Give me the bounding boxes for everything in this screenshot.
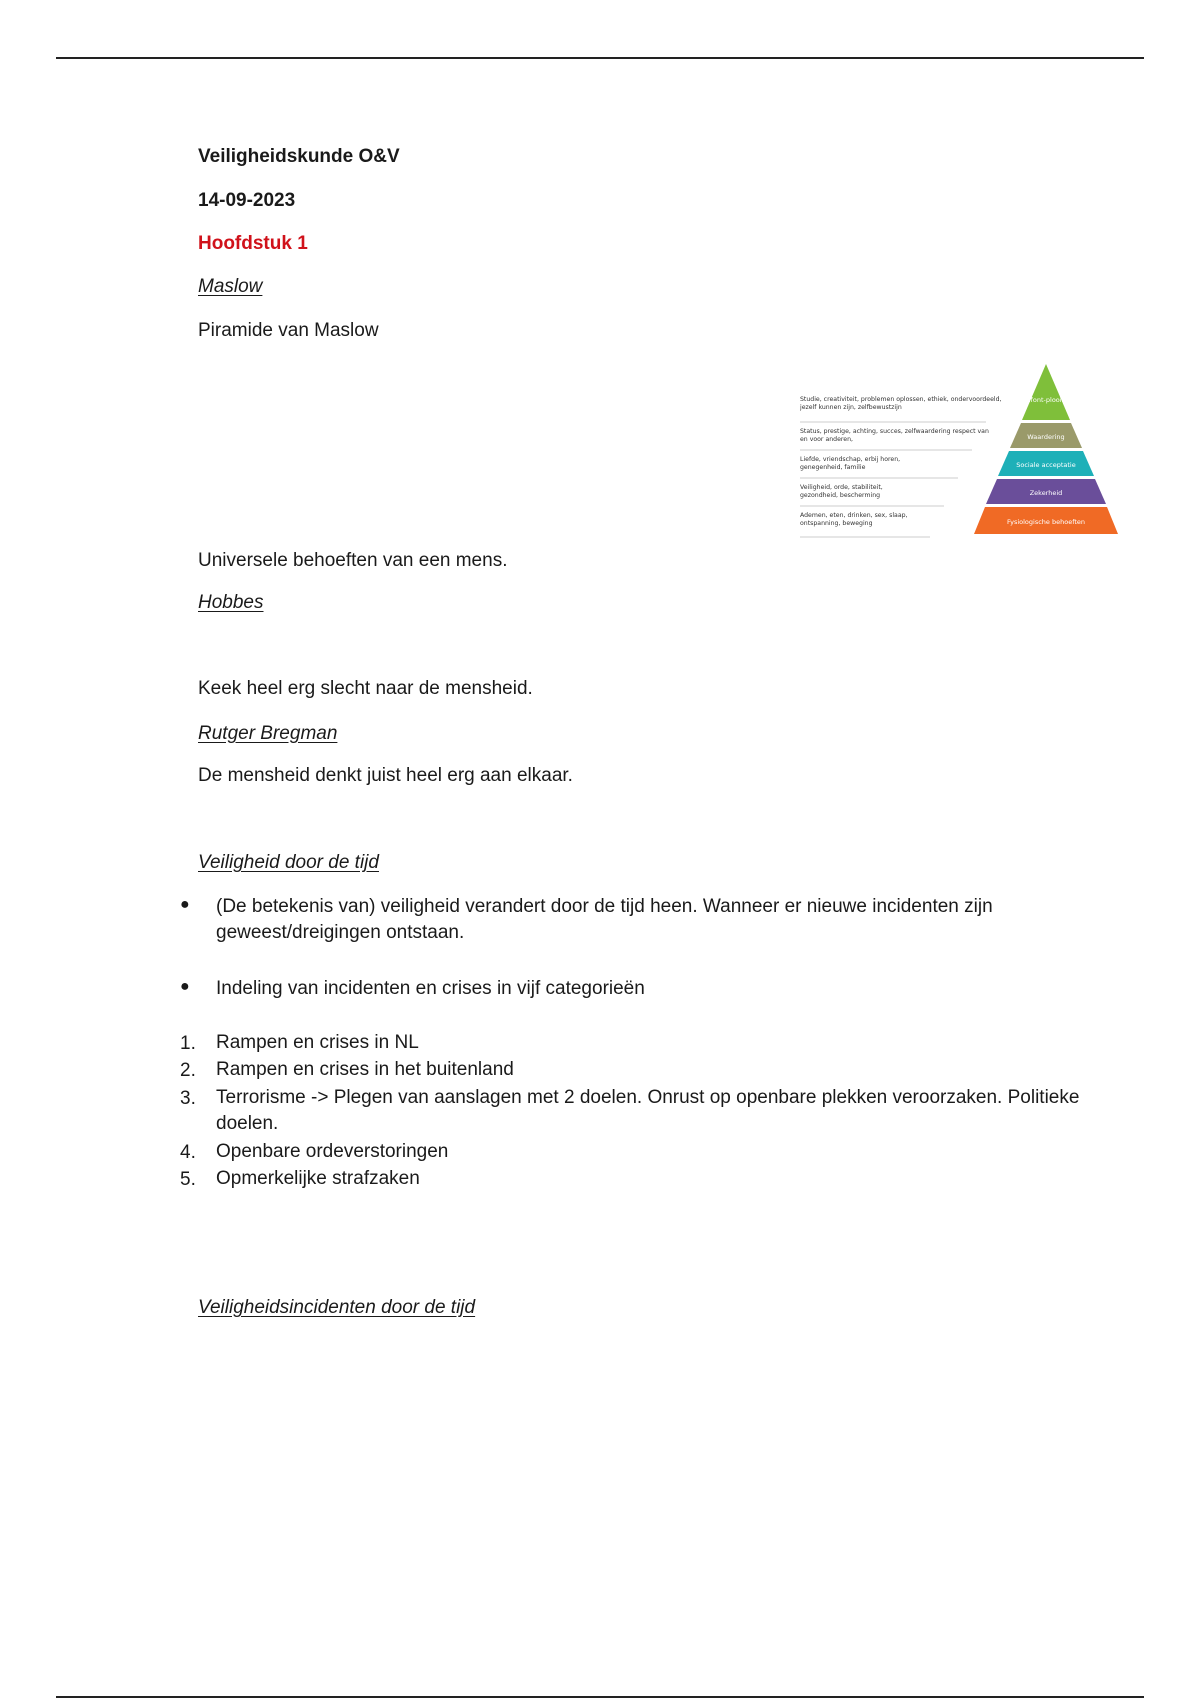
list-item: Openbare ordeverstoringen	[216, 1141, 449, 1162]
chapter-title: Hoofdstuk 1	[198, 233, 308, 254]
heading-safety-over-time: Veiligheid door de tijd	[198, 852, 379, 873]
footer-rule	[56, 1696, 1144, 1698]
course-title: Veiligheidskunde O&V	[198, 146, 400, 167]
maslow-intro: Piramide van Maslow	[198, 320, 379, 341]
heading-maslow: Maslow	[198, 276, 263, 297]
list-number: 3.	[180, 1088, 196, 1109]
list-number: 1.	[180, 1033, 196, 1054]
pyramid-level-3-name: Sociale acceptatie	[1016, 461, 1076, 469]
bullet-marker: ●	[180, 978, 190, 995]
bullet-item: Indeling van incidenten en crises in vijf categorieën	[216, 978, 645, 999]
pyramid-level-2-name: Waardering	[1027, 433, 1065, 441]
bullet-item: (De betekenis van) veiligheid verandert door de tijd heen. Wanneer er nieuwe incidenten zijn geweest/dreigingen ontstaan.	[216, 896, 993, 943]
heading-bregman: Rutger Bregman	[198, 723, 338, 744]
pyramid-level-5-name: Fysiologische behoeften	[1006, 518, 1086, 526]
pyramid-level-1	[1022, 364, 1070, 420]
list-item: Rampen en crises in NL	[216, 1032, 419, 1053]
list-item: Opmerkelijke strafzaken	[216, 1168, 420, 1189]
list-number: 5.	[180, 1169, 196, 1190]
list-item: Rampen en crises in het buitenland	[216, 1059, 514, 1080]
bullet-marker: ●	[180, 896, 190, 913]
pyramid-level-4-description: Veiligheid, orde, stabiliteit, gezondheid, bescherming	[800, 484, 883, 499]
list-number: 2.	[180, 1060, 196, 1081]
hobbes-text: Keek heel erg slecht naar de mensheid.	[198, 678, 533, 699]
pyramid-level-5-description: Ademen, eten, drinken, sex, slaap, ontspanning, beweging	[800, 512, 908, 527]
maslow-summary: Universele behoeften van een mens.	[198, 550, 508, 571]
maslow-pyramid-figure	[796, 362, 1140, 542]
header-rule	[56, 57, 1144, 59]
bregman-text: De mensheid denkt juist heel erg aan elkaar.	[198, 765, 573, 786]
date: 14-09-2023	[198, 190, 296, 211]
pyramid-level-1-name: Zelfont-plooiing	[1020, 396, 1072, 404]
pyramid-level-1-description: Studie, creativiteit, problemen oplossen, ethiek, ondervoordeeld, jezelf kunnen zijn, zelfbewustzijn	[800, 396, 1002, 411]
pyramid-level-4-name: Zekerheid	[1029, 489, 1063, 497]
pyramid-level-3-description: Liefde, vriendschap, erbij horen, genegenheid, familie	[800, 456, 901, 471]
pyramid-level-2-description: Status, prestige, achting, succes, zelfwaardering respect van en voor anderen,	[800, 428, 989, 443]
list-number: 4.	[180, 1142, 196, 1163]
list-item: Terrorisme -> Plegen van aanslagen met 2 doelen. Onrust op openbare plekken veroorzaken. Politieke doelen.	[216, 1087, 1080, 1134]
heading-incidents-over-time: Veiligheidsincidenten door de tijd	[198, 1297, 476, 1318]
heading-hobbes: Hobbes	[198, 592, 264, 613]
